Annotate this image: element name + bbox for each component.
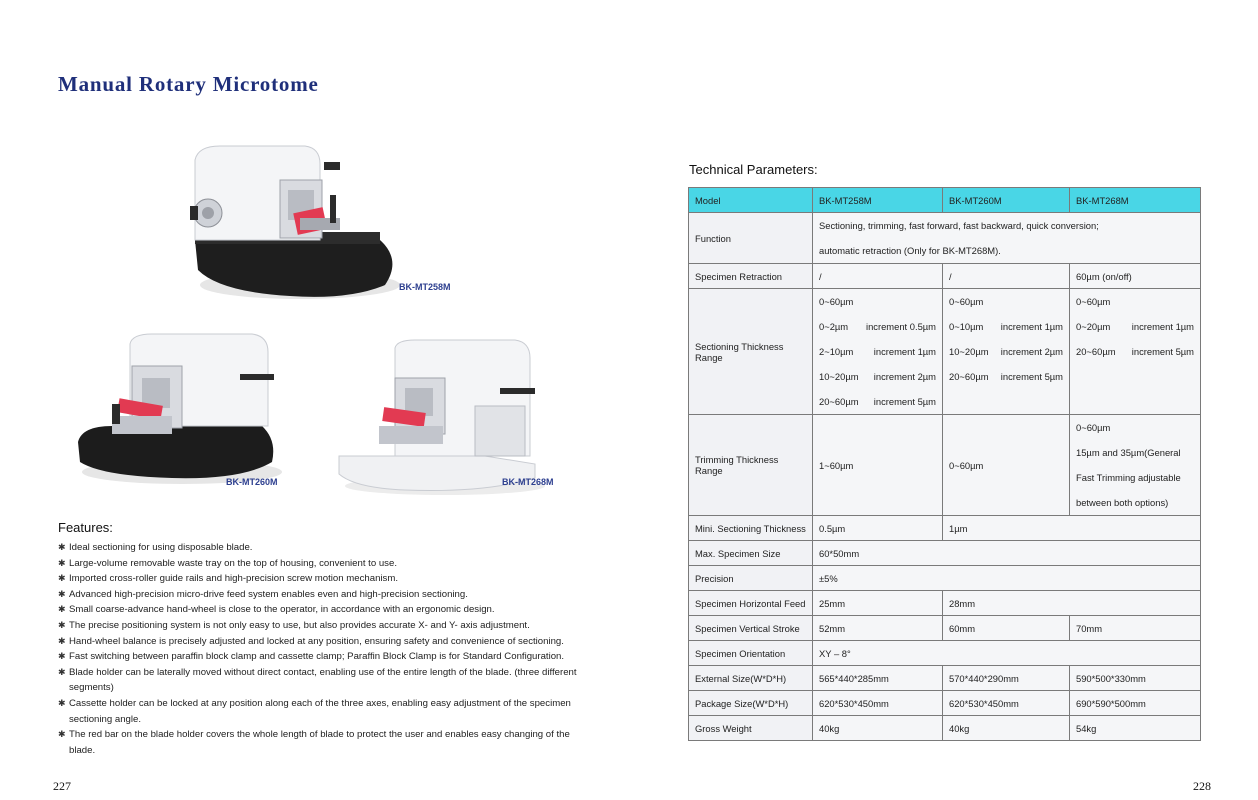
asterisk-bullet-icon: ✱ — [58, 635, 66, 646]
feature-item: ✱ Ideal sectioning for using disposable blade. — [58, 540, 578, 556]
table-cell: 0~60µm 0~20µm increment 1µm 20~60µm increment 5µm — [1070, 289, 1201, 415]
header-cell: BK-MT258M — [813, 188, 943, 213]
row-label: Max. Specimen Size — [689, 541, 813, 566]
asterisk-bullet-icon: ✱ — [58, 573, 66, 584]
table-row — [689, 691, 1201, 716]
table-cell: 590*500*330mm — [1070, 666, 1201, 691]
asterisk-bullet-icon: ✱ — [58, 651, 66, 662]
asterisk-bullet-icon: ✱ — [58, 588, 66, 599]
asterisk-bullet-icon: ✱ — [58, 604, 66, 615]
table-cell: 60*50mm — [813, 541, 1201, 566]
product-caption: BK-MT268M — [502, 477, 554, 487]
table-cell: 620*530*450mm — [943, 691, 1070, 716]
table-cell: ±5% — [813, 566, 1201, 591]
feature-item: ✱ Blade holder can be laterally moved without direct contact, enabling use of the entire length of the blade. (three different segments) — [58, 666, 577, 694]
feature-item: ✱ Large-volume removable waste tray on the top of housing, convenient to use. — [58, 556, 578, 572]
row-label: Package Size(W*D*H) — [689, 691, 813, 716]
table-cell: 690*590*500mm — [1070, 691, 1201, 716]
table-cell: 40kg — [943, 716, 1070, 741]
table-row — [689, 616, 1201, 641]
row-label: External Size(W*D*H) — [689, 666, 813, 691]
feature-item: ✱ Imported cross-roller guide rails and high-precision screw motion mechanism. — [58, 571, 578, 587]
product-image-bk-mt260m — [72, 330, 282, 490]
table-cell: 565*440*285mm — [813, 666, 943, 691]
table-cell: 54kg — [1070, 716, 1201, 741]
table-row — [689, 516, 1201, 541]
table-cell: 52mm — [813, 616, 943, 641]
feature-item: ✱ The red bar on the blade holder covers the whole length of blade to protect the user and enables easy changing of the blade. — [58, 729, 570, 756]
features-list — [58, 540, 578, 758]
feature-item: ✱ Advanced high-precision micro-drive feed system enables even and high-precision sectioning. — [58, 587, 578, 603]
feature-item: ✱ Cassette holder can be locked at any position along each of the three axes, enabling easy adjustment of the specimen sectioning angle. — [58, 697, 571, 725]
row-label: Specimen Orientation — [689, 641, 813, 666]
features-heading: Features: — [58, 520, 113, 535]
table-cell: 1µm — [943, 516, 1201, 541]
product-caption: BK-MT258M — [399, 282, 451, 292]
table-cell: 60µm (on/off) — [1070, 264, 1201, 289]
tech-heading: Technical Parameters: — [689, 162, 818, 177]
table-cell: 0.5µm — [813, 516, 943, 541]
row-label: Specimen Vertical Stroke — [689, 616, 813, 641]
table-cell: 60mm — [943, 616, 1070, 641]
row-label: Sectioning Thickness Range — [689, 289, 813, 415]
table-row — [689, 566, 1201, 591]
asterisk-bullet-icon: ✱ — [58, 619, 66, 630]
function-cell: Sectioning, trimming, fast forward, fast backward, quick conversion; automatic retraction (Only for BK-MT268M). — [813, 213, 1201, 264]
table-row — [689, 415, 1201, 516]
table-cell: 620*530*450mm — [813, 691, 943, 716]
table-row — [689, 716, 1201, 741]
table-cell: 0~60µm — [943, 415, 1070, 516]
table-cell: 0~60µm 15µm and 35µm(General Fast Trimming adjustable between both options) — [1070, 415, 1201, 516]
header-cell: BK-MT260M — [943, 188, 1070, 213]
row-label: Mini. Sectioning Thickness — [689, 516, 813, 541]
page-number-left: 227 — [53, 779, 71, 793]
table-cell: 28mm — [943, 591, 1201, 616]
table-cell: 70mm — [1070, 616, 1201, 641]
asterisk-bullet-icon: ✱ — [58, 729, 66, 740]
product-image-bk-mt258m — [180, 140, 410, 305]
page-title: Manual Rotary Microtome — [58, 72, 319, 96]
row-label: Trimming Thickness Range — [689, 415, 813, 516]
header-cell: Model — [689, 188, 813, 213]
asterisk-bullet-icon: ✱ — [58, 542, 66, 552]
feature-item: ✱ Fast switching between paraffin block clamp and cassette clamp; Paraffin Block Clamp is for Standard Configuration. — [58, 649, 578, 665]
table-header-row — [689, 188, 1201, 213]
header-cell: BK-MT268M — [1070, 188, 1201, 213]
feature-item: ✱ Small coarse-advance hand-wheel is close to the operator, in accordance with an ergonomic design. — [58, 602, 578, 618]
table-cell: 0~60µm 0~2µm increment 0.5µm 2~10µm increment 1µm 10~20µm increment 2µm 20~60µm increment 5µm — [813, 289, 943, 415]
row-label: Specimen Retraction — [689, 264, 813, 289]
feature-item: ✱ The precise positioning system is not only easy to use, but also provides accurate X- and Y- axis adjustment. — [58, 618, 578, 634]
table-cell: / — [943, 264, 1070, 289]
table-row — [689, 666, 1201, 691]
table-row — [689, 591, 1201, 616]
table-cell: 40kg — [813, 716, 943, 741]
asterisk-bullet-icon: ✱ — [58, 557, 66, 568]
asterisk-bullet-icon: ✱ — [58, 697, 66, 708]
table-row — [689, 264, 1201, 289]
table-row — [689, 213, 1201, 264]
table-row — [689, 541, 1201, 566]
table-cell: 0~60µm 0~10µm increment 1µm 10~20µm increment 2µm 20~60µm increment 5µm — [943, 289, 1070, 415]
product-caption: BK-MT260M — [226, 477, 278, 487]
row-label: Precision — [689, 566, 813, 591]
table-row — [689, 641, 1201, 666]
product-image-bk-mt268m — [335, 338, 545, 498]
spec-table — [688, 187, 1201, 741]
table-cell: / — [813, 264, 943, 289]
table-row — [689, 289, 1201, 415]
table-cell: 1~60µm — [813, 415, 943, 516]
row-label: Specimen Horizontal Feed — [689, 591, 813, 616]
table-cell: XY – 8° — [813, 641, 1201, 666]
feature-item: ✱ Hand-wheel balance is precisely adjusted and locked at any position, ensuring safety and convenience of sectioning. — [58, 634, 578, 650]
page-number-right: 228 — [1193, 779, 1211, 793]
table-cell: 570*440*290mm — [943, 666, 1070, 691]
row-label: Function — [689, 213, 813, 264]
row-label: Gross Weight — [689, 716, 813, 741]
asterisk-bullet-icon: ✱ — [58, 666, 66, 677]
table-cell: 25mm — [813, 591, 943, 616]
